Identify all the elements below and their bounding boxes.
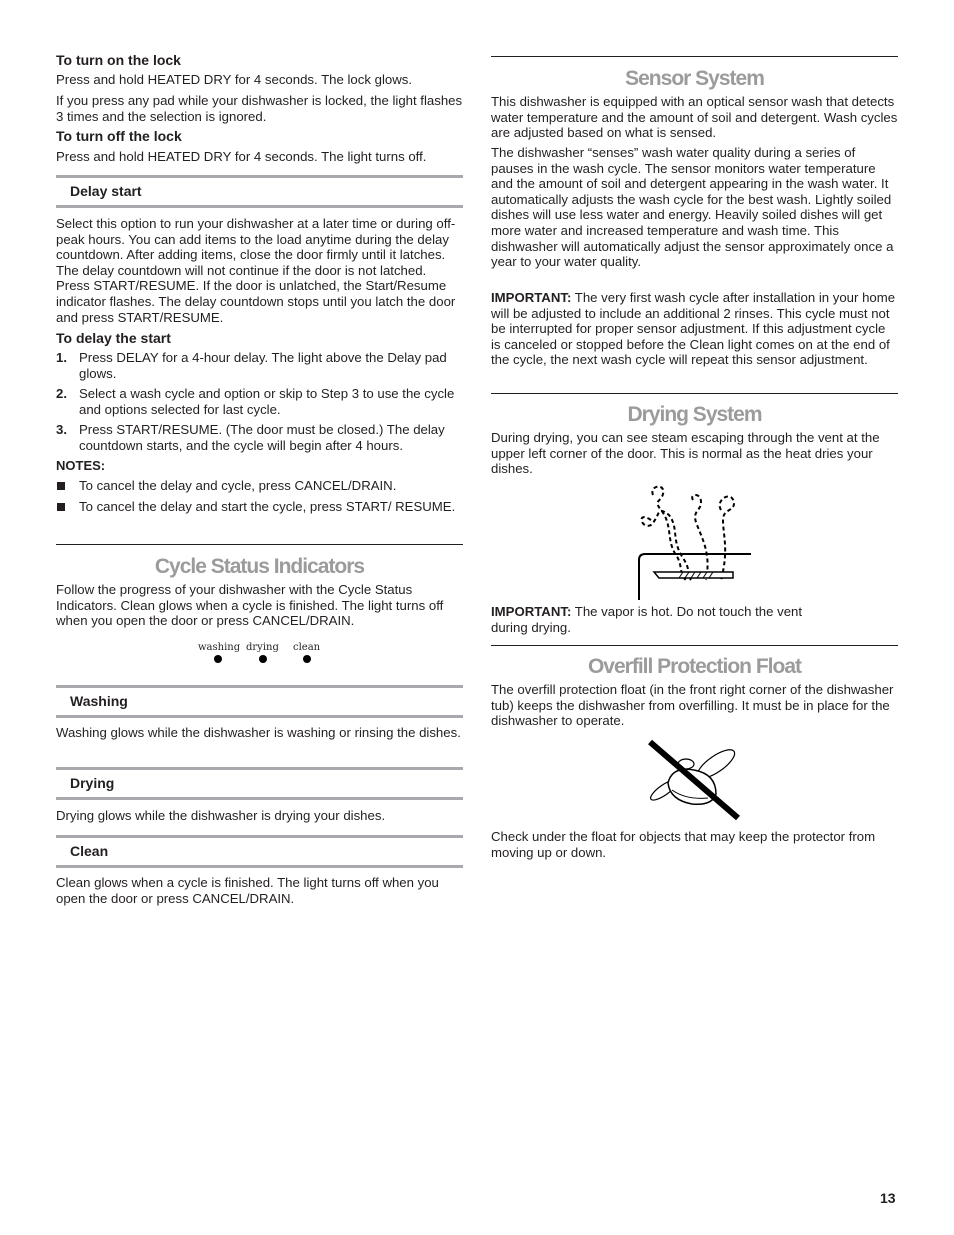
note-item: To cancel the delay and start the cycle, press START/ RESUME. xyxy=(56,499,463,515)
lock-on-heading: To turn on the lock xyxy=(56,52,181,68)
indicator-label-drying: drying xyxy=(246,642,279,653)
delay-heading: To delay the start xyxy=(56,330,171,346)
section-divider xyxy=(56,544,463,545)
notes-list xyxy=(56,478,463,519)
indicator-dot-washing xyxy=(214,655,222,663)
sensor-p2: The dishwasher “senses” wash water quality during a series of pauses in the wash cycle. The sensor monitors water temperature and the amount of soil and detergent appearing in the wash water. It automatically adjusts the wash cycle for the best wash. Lightly soiled dishes will use less water and energy. Heavily soiled dishes will get more water and increased temperature and wash time. This dishwasher will automatically adjust the sensor approximately once a year to your water quality. xyxy=(491,145,894,270)
cycle-status-title: Cycle Status Indicators xyxy=(154,555,365,578)
cycle-status-indicators xyxy=(56,640,463,680)
delay-start-band: Delay start xyxy=(56,175,463,208)
drying-band: Drying xyxy=(56,767,463,800)
overfill-check-text: Check under the float for objects that may keep the protector from moving up or down. xyxy=(491,829,876,860)
drying-system-text: During drying, you can see steam escaping through the vent at the upper left corner of the door. This is normal as the heat dries your dishes. xyxy=(491,430,880,477)
lock-note: If you press any pad while your dishwasher is locked, the light flashes 3 times and the selection is ignored. xyxy=(56,93,463,124)
washing-band: Washing xyxy=(56,685,463,718)
sensor-p1: This dishwasher is equipped with an optical sensor wash that detects water temperature and the amount of soil and detergent. Wash cycles are adjusted based on what is sensed. xyxy=(491,94,898,141)
drying-text: Drying glows while the dishwasher is drying your dishes. xyxy=(56,808,386,823)
notes-heading: NOTES: xyxy=(56,458,106,473)
note-item: To cancel the delay and cycle, press CANCEL/DRAIN. xyxy=(56,478,463,494)
indicator-dot-drying xyxy=(259,655,267,663)
sensor-important: IMPORTANT: The very first wash cycle after installation in your home will be adjusted to include an additional 2 rinses. This cycle must not be interrupted for proper sensor adjustment. If this adjustment cycle is canceled or stopped before the Clean light comes on at the end of the cycle, the next wash cycle will repeat this sensor adjustment. xyxy=(491,290,896,368)
section-divider xyxy=(491,56,898,57)
delay-step: 2. Select a wash cycle and option or skip to Step 3 to use the cycle and options selected for last cycle. xyxy=(56,386,455,417)
bullet-square-icon xyxy=(57,482,65,490)
delay-start-text: Select this option to run your dishwasher at a later time or during off-peak hours. You can add items to the load anytime during the delay countdown. After adding items, close the door firmly until it latches. The delay countdown will not continue if the door is not latched. Press START/RESUME. If the door is unlatched, the Start/Resume indicator flashes. The delay countdown stops until you latch the door and press START/RESUME. xyxy=(56,216,456,325)
clean-band: Clean xyxy=(56,835,463,868)
cycle-status-text: Follow the progress of your dishwasher with the Cycle Status Indicators. Clean glows when a cycle is finished. The light turns off when you open the door or press CANCEL/DRAIN. xyxy=(56,582,444,629)
clean-text: Clean glows when a cycle is finished. The light turns off when you open the door or press CANCEL/DRAIN. xyxy=(56,875,439,906)
drying-important: IMPORTANT: The vapor is hot. Do not touch the vent during drying. xyxy=(491,604,803,635)
delay-steps xyxy=(56,350,463,459)
overfill-title: Overfill Protection Float xyxy=(587,655,802,678)
lock-on-text: Press and hold HEATED DRY for 4 seconds. The lock glows. xyxy=(56,72,412,87)
indicator-dot-clean xyxy=(303,655,311,663)
sensor-system-title: Sensor System xyxy=(625,67,764,90)
delay-step: 3. Press START/RESUME. (The door must be closed.) The delay countdown starts, and the cycle will begin after 4 hours. xyxy=(56,422,445,453)
lock-off-text: Press and hold HEATED DRY for 4 seconds. The light turns off. xyxy=(56,149,427,164)
indicator-label-washing: washing xyxy=(198,642,241,653)
indicator-label-clean: clean xyxy=(293,642,321,653)
lock-off-heading: To turn off the lock xyxy=(56,128,182,144)
float-crossed-out-illustration xyxy=(646,738,746,823)
delay-step: 1. Press DELAY for a 4-hour delay. The light above the Delay pad glows. xyxy=(56,350,447,381)
washing-text: Washing glows while the dishwasher is washing or rinsing the dishes. xyxy=(56,725,461,740)
page-number: 13 xyxy=(880,1190,896,1206)
steam-vent-illustration xyxy=(631,480,756,602)
section-divider xyxy=(491,393,898,394)
drying-system-title: Drying System xyxy=(627,403,762,426)
section-divider xyxy=(491,645,898,646)
bullet-square-icon xyxy=(57,503,65,511)
overfill-text: The overfill protection float (in the front right corner of the dishwasher tub) keeps the dishwasher from overfilling. It must be in place for the dishwasher to operate. xyxy=(491,682,894,729)
